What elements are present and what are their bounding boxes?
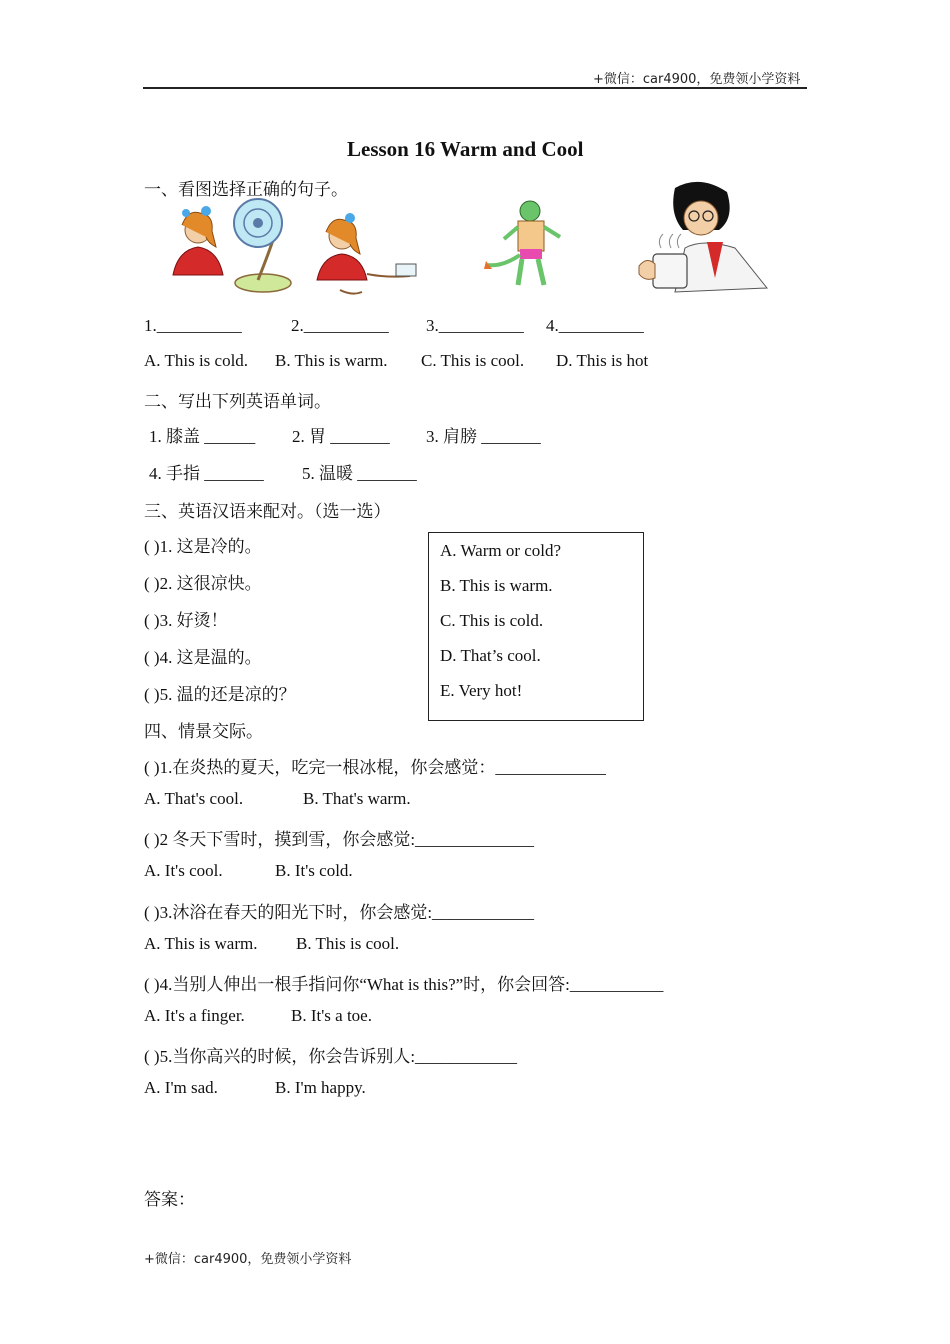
question-2-option-a: A. It's cool. bbox=[144, 861, 223, 880]
word-blank-3[interactable]: 3. 肩膀 _______ bbox=[426, 427, 541, 446]
word-blank-5[interactable]: 5. 温暖 _______ bbox=[302, 464, 417, 483]
question-5[interactable]: ( )5.当你高兴的时候，你会告诉别人:____________ bbox=[144, 1047, 518, 1066]
match-item-2[interactable]: ( )2. 这很凉快。 bbox=[144, 574, 262, 593]
question-4[interactable]: ( )4.当别人伸出一根手指问你“What is this?”时，你会回答:___________ bbox=[144, 975, 664, 994]
match-item-3[interactable]: ( )3. 好烫！ bbox=[144, 611, 228, 630]
dinosaur-picture bbox=[482, 197, 572, 292]
question-2[interactable]: ( )2 冬天下雪时，摸到雪，你会感觉:______________ bbox=[144, 830, 535, 849]
question-1[interactable]: ( )1.在炎热的夏天，吃完一根冰棍，你会感觉：_____________ bbox=[144, 758, 606, 777]
question-5-option-b: B. I'm happy. bbox=[275, 1078, 366, 1097]
girl-with-fan-picture bbox=[168, 195, 293, 297]
question-5-option-a: A. I'm sad. bbox=[144, 1078, 218, 1097]
man-with-hot-cup-picture bbox=[635, 178, 770, 298]
choice-e: E. Very hot! bbox=[440, 681, 523, 700]
choice-a: A. Warm or cold? bbox=[440, 541, 562, 560]
word-blank-1[interactable]: 1. 膝盖 ______ bbox=[149, 427, 256, 446]
blank-1[interactable]: 1.__________ bbox=[144, 316, 242, 335]
match-item-4[interactable]: ( )4. 这是温的。 bbox=[144, 648, 262, 667]
section3-heading: 三、英语汉语来配对。（选一选） bbox=[144, 502, 391, 521]
question-4-option-a: A. It's a finger. bbox=[144, 1006, 245, 1025]
question-1-option-a: A. That's cool. bbox=[144, 789, 244, 808]
word-blank-4[interactable]: 4. 手指 _______ bbox=[149, 464, 264, 483]
word-blank-2[interactable]: 2. 胃 _______ bbox=[292, 427, 390, 446]
girl-with-ice-picture bbox=[312, 208, 424, 298]
match-item-1[interactable]: ( )1. 这是冷的。 bbox=[144, 537, 262, 556]
question-4-option-b: B. It's a toe. bbox=[291, 1006, 372, 1025]
section2-heading: 二、写出下列英语单词。 bbox=[144, 392, 331, 411]
header-watermark: +微信：car4900，免费领小学资料 bbox=[593, 72, 801, 87]
question-3-option-b: B. This is cool. bbox=[296, 934, 400, 953]
choice-b: B. This is warm. bbox=[440, 576, 553, 595]
option-a: A. This is cold. bbox=[144, 351, 249, 370]
page-title: Lesson 16 Warm and Cool bbox=[347, 137, 584, 161]
answers-label: 答案： bbox=[144, 1190, 195, 1209]
option-b: B. This is warm. bbox=[275, 351, 388, 370]
section4-heading: 四、情景交际。 bbox=[144, 722, 263, 741]
question-3-option-a: A. This is warm. bbox=[144, 934, 258, 953]
match-item-5[interactable]: ( )5. 温的还是凉的？ bbox=[144, 685, 296, 704]
option-d: D. This is hot bbox=[556, 351, 649, 370]
footer-watermark: +微信：car4900，免费领小学资料 bbox=[144, 1252, 352, 1267]
blank-2[interactable]: 2.__________ bbox=[291, 316, 389, 335]
question-1-option-b: B. That's warm. bbox=[303, 789, 411, 808]
section1-heading: 一、看图选择正确的句子。 bbox=[144, 180, 348, 199]
question-2-option-b: B. It's cold. bbox=[275, 861, 353, 880]
blank-3[interactable]: 3.__________ bbox=[426, 316, 524, 335]
header-rule bbox=[143, 87, 807, 89]
choice-c: C. This is cold. bbox=[440, 611, 544, 630]
option-c: C. This is cool. bbox=[421, 351, 525, 370]
choice-d: D. That’s cool. bbox=[440, 646, 541, 665]
question-3[interactable]: ( )3.沐浴在春天的阳光下时，你会感觉:____________ bbox=[144, 903, 535, 922]
blank-4[interactable]: 4.__________ bbox=[546, 316, 644, 335]
